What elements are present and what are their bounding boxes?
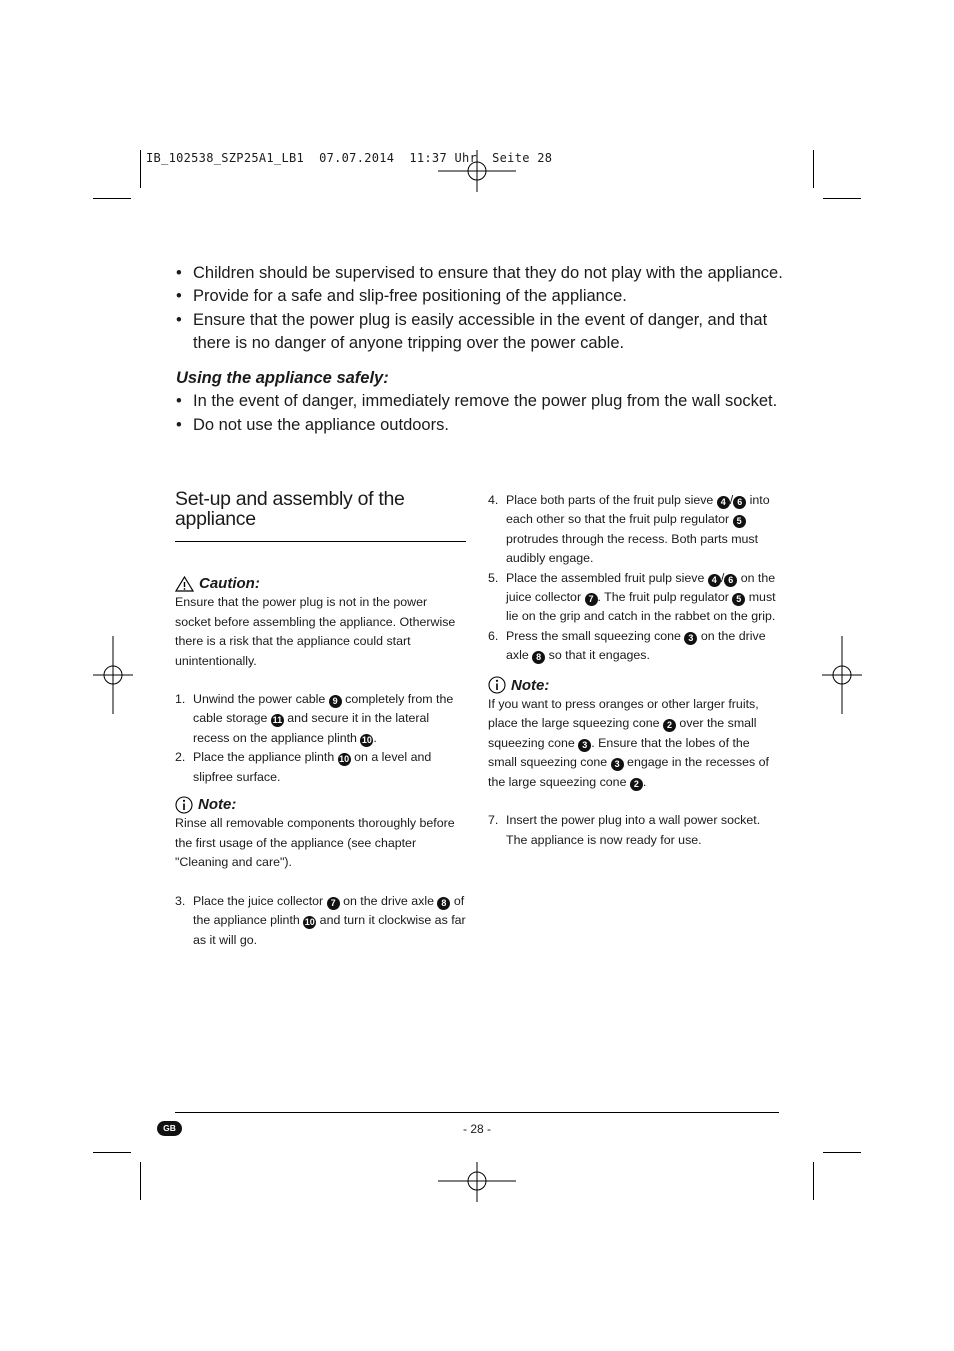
- part-number-badge: 10: [339, 754, 350, 765]
- crop-mark: [813, 1162, 814, 1200]
- crop-mark: [823, 198, 861, 199]
- section-title: Set-up and assembly of the appliance: [175, 488, 405, 530]
- list-item: • Do not use the appliance outdoors.: [176, 414, 796, 437]
- part-number-badge: 9: [329, 695, 342, 708]
- part-number-badge: 3: [578, 739, 591, 752]
- crop-mark: [93, 1152, 131, 1153]
- registration-mark-bottom: [438, 1162, 516, 1202]
- list-item: • Provide for a safe and slip-free positioning of the appliance.: [176, 285, 796, 308]
- crop-mark: [813, 150, 814, 188]
- part-number-badge: 3: [684, 632, 697, 645]
- crop-mark: [140, 150, 141, 188]
- info-icon: [488, 676, 506, 694]
- list-item: • Children should be supervised to ensure that they do not play with the appliance.: [176, 262, 796, 285]
- caution-text: Ensure that the power plug is not in the power socket before assembling the appliance. Otherwise there is a risk that the appliance could start unintentionally.: [175, 595, 456, 668]
- step-number: 4.: [488, 493, 499, 507]
- part-number-badge: 5: [732, 593, 745, 606]
- text-run: protrudes through the recess. Both parts must audibly engage.: [506, 531, 759, 566]
- text-run: . Ensure that the lobes of the small squeezing cone: [488, 735, 750, 770]
- note-heading: Note:: [488, 676, 780, 695]
- registration-mark-left: [93, 636, 133, 714]
- part-number-badge: 10: [361, 734, 372, 745]
- part-number-badge: 2: [663, 719, 676, 732]
- part-number-badge: 8: [437, 897, 450, 910]
- step-number: 3.: [175, 893, 186, 908]
- text-run: Place both parts of the fruit pulp sieve: [506, 493, 717, 507]
- part-number-badge: 6: [724, 574, 737, 587]
- text-run: Press the small squeezing cone: [506, 628, 685, 643]
- part-number-badge: 10: [304, 917, 315, 928]
- text-run: on a level and slipfree surface.: [193, 750, 432, 784]
- text-run: on the juice collector: [506, 570, 776, 605]
- step-7: [488, 811, 780, 850]
- note-heading: Note:: [175, 795, 466, 814]
- step-item: [488, 627, 780, 666]
- caution-heading: Caution:: [175, 574, 466, 593]
- text-run: so that it engages.: [545, 648, 650, 663]
- part-number-badge: 8: [532, 651, 545, 664]
- part-number-badge: 3: [611, 758, 624, 771]
- part-number-badge: 5: [733, 515, 746, 528]
- step-number: 7.: [488, 813, 499, 828]
- text-run: Place the appliance plinth: [193, 750, 338, 765]
- text-run: completely from the cable storage: [193, 692, 454, 726]
- safe-use-heading: Using the appliance safely:: [176, 369, 389, 388]
- text-run: into each other so that the fruit pulp regulator: [506, 493, 770, 527]
- text-run: engage in the recesses of the large squeezing cone: [488, 755, 769, 789]
- text-run: and turn it clockwise as far as it will go.: [193, 913, 466, 947]
- safety-list: [176, 262, 796, 437]
- text-run: .: [642, 774, 647, 789]
- registration-mark-right: [822, 636, 862, 714]
- text-run: If you want to press oranges or other larger fruits, place the large squeezing cone: [488, 697, 759, 731]
- text-run: /: [720, 570, 725, 585]
- list-item: • Ensure that the power plug is easily accessible in the event of danger, and that there is no danger of anyone tripping over the power cable.: [176, 309, 796, 356]
- text-run: on the drive axle: [506, 628, 766, 663]
- warning-icon: [175, 576, 194, 592]
- part-number-badge: 4: [717, 496, 730, 509]
- step-item: [488, 811, 780, 850]
- step-item: [488, 569, 780, 627]
- part-number-badge: 11: [272, 715, 283, 726]
- part-number-badge: 6: [733, 496, 746, 509]
- text-run: over the small squeezing cone: [488, 716, 757, 750]
- steps-4-6: [488, 491, 780, 666]
- step-item: [175, 892, 466, 950]
- step-item: [175, 690, 466, 748]
- text-run: Insert the power plug into a wall power socket. The appliance is now ready for use.: [506, 813, 761, 847]
- part-number-badge: 4: [708, 574, 721, 587]
- crop-mark: [823, 1152, 861, 1153]
- info-icon: [175, 796, 193, 814]
- step-number: 5.: [488, 570, 499, 585]
- step-item: [488, 491, 780, 569]
- note-text: [488, 695, 780, 792]
- list-item: • In the event of danger, immediately remove the power plug from the wall socket.: [176, 390, 796, 413]
- text-run: of the appliance plinth: [193, 893, 465, 928]
- text-run: Unwind the power cable: [193, 692, 329, 707]
- text-run: /: [729, 493, 734, 507]
- step-3: [175, 892, 466, 950]
- crop-mark: [140, 1162, 141, 1200]
- page-number: - 28 -: [462, 1122, 491, 1136]
- step-item: [175, 748, 466, 787]
- step-number: 2.: [175, 750, 186, 765]
- part-number-badge: 2: [630, 778, 643, 791]
- crop-mark: [93, 198, 131, 199]
- part-number-badge: 7: [585, 593, 598, 606]
- steps-1-2: [175, 690, 466, 787]
- text-run: on the drive axle: [339, 893, 438, 908]
- left-column: [175, 489, 466, 950]
- country-badge: GB: [157, 1121, 182, 1136]
- print-header: IB_102538_SZP25A1_LB1 07.07.2014 11:37 Uhr Seite 28: [146, 151, 553, 165]
- text-run: must lie on the grip and catch in the rabbet on the grip.: [506, 590, 776, 624]
- text-run: and secure it in the lateral recess on the appliance plinth: [193, 711, 430, 745]
- right-column: [488, 491, 780, 850]
- part-number-badge: 7: [327, 897, 340, 910]
- text-run: .: [373, 730, 377, 745]
- step-number: 1.: [175, 692, 186, 707]
- text-run: . The fruit pulp regulator: [597, 590, 733, 605]
- text-run: Place the juice collector: [193, 893, 327, 908]
- footer-rule: [175, 1112, 779, 1113]
- step-number: 6.: [488, 628, 499, 643]
- title-underline: [175, 541, 466, 542]
- note-text: Rinse all removable components thoroughly before the first usage of the appliance (see chapter "Cleaning and care").: [175, 816, 455, 870]
- text-run: Place the assembled fruit pulp sieve: [506, 570, 708, 585]
